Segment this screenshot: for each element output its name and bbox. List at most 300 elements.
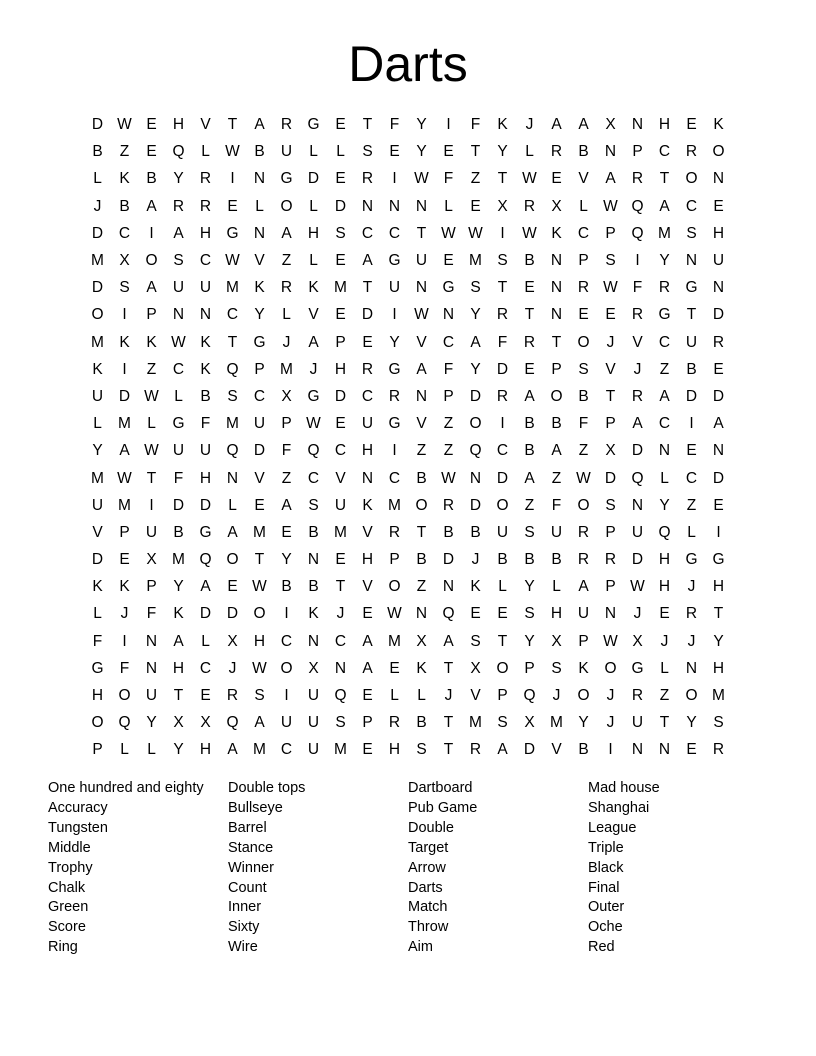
grid-letter: D (307, 170, 320, 188)
grid-row (84, 655, 732, 682)
grid-row (84, 492, 732, 519)
grid-letter: L (174, 387, 183, 405)
grid-row (84, 138, 732, 165)
grid-letter: D (712, 469, 725, 487)
grid-letter: P (551, 360, 562, 378)
grid-letter: G (307, 387, 320, 405)
grid-letter: X (605, 442, 616, 460)
grid-letter: X (605, 116, 616, 134)
grid-letter: L (255, 197, 264, 215)
grid-letter: K (470, 578, 481, 596)
grid-letter: I (608, 741, 613, 759)
word-list-column (228, 779, 408, 958)
grid-letter: E (227, 578, 238, 596)
grid-letter: L (660, 469, 669, 487)
grid-letter: K (119, 333, 130, 351)
grid-letter: Y (713, 632, 724, 650)
grid-letter: T (443, 659, 454, 677)
word-list-column (408, 779, 588, 958)
grid-letter: P (632, 143, 643, 161)
grid-letter: E (362, 605, 373, 623)
grid-letter: H (199, 741, 212, 759)
grid-letter: L (120, 741, 129, 759)
grid-letter: R (442, 496, 455, 514)
word-list-item: Ring (48, 939, 78, 956)
grid-letter: F (470, 116, 481, 134)
grid-letter: K (551, 224, 562, 242)
grid-letter: P (524, 659, 535, 677)
grid-letter: B (416, 551, 427, 569)
grid-letter: D (712, 387, 725, 405)
grid-letter: W (225, 252, 240, 270)
grid-letter: D (226, 605, 239, 623)
grid-letter: U (361, 415, 374, 433)
grid-letter: Z (416, 442, 427, 460)
grid-letter: E (335, 551, 346, 569)
grid-letter: R (361, 360, 374, 378)
grid-letter: N (415, 387, 428, 405)
grid-letter: A (578, 578, 589, 596)
grid-letter: N (604, 143, 617, 161)
grid-letter: K (119, 170, 130, 188)
grid-letter: Y (470, 360, 481, 378)
grid-letter: A (578, 116, 589, 134)
grid-letter: R (631, 306, 644, 324)
grid-letter: V (362, 523, 373, 541)
grid-letter: A (659, 197, 670, 215)
grid-letter: O (280, 197, 293, 215)
word-list-item: Black (588, 859, 624, 876)
word-list-item: Bullseye (228, 799, 283, 816)
grid-letter: K (416, 659, 427, 677)
word-list-item: Chalk (48, 879, 86, 896)
grid-letter: X (632, 632, 643, 650)
grid-letter: G (307, 116, 320, 134)
grid-letter: Q (172, 143, 185, 161)
grid-letter: E (362, 687, 373, 705)
grid-letter: P (146, 306, 157, 324)
grid-letter: T (416, 224, 427, 242)
grid-letter: T (335, 578, 346, 596)
grid-letter: Y (416, 143, 427, 161)
grid-letter: N (712, 279, 725, 297)
grid-letter: B (173, 523, 184, 541)
grid-letter: U (631, 714, 644, 732)
grid-letter: N (631, 496, 644, 514)
grid-letter: P (119, 523, 130, 541)
grid-letter: Y (146, 714, 157, 732)
grid-letter: L (93, 415, 102, 433)
grid-letter: K (308, 279, 319, 297)
grid-letter: A (659, 387, 670, 405)
grid-letter: E (362, 741, 373, 759)
grid-row (84, 193, 732, 220)
grid-letter: O (496, 659, 509, 677)
word-list-item: Arrow (408, 859, 446, 876)
grid-letter: G (658, 306, 671, 324)
grid-letter: Q (442, 605, 455, 623)
grid-row (84, 628, 732, 655)
grid-letter: Z (119, 143, 130, 161)
grid-letter: G (91, 659, 104, 677)
grid-letter: H (658, 578, 671, 596)
grid-letter: U (496, 523, 509, 541)
grid-letter: E (443, 143, 454, 161)
grid-letter: E (497, 605, 508, 623)
grid-letter: B (254, 143, 265, 161)
grid-letter: C (442, 333, 455, 351)
grid-letter: Z (416, 578, 427, 596)
grid-letter: B (443, 523, 454, 541)
grid-letter: V (254, 252, 265, 270)
grid-letter: J (606, 687, 615, 705)
grid-letter: Q (199, 551, 212, 569)
grid-letter: P (389, 551, 400, 569)
grid-letter: M (253, 523, 266, 541)
grid-letter: U (280, 143, 293, 161)
grid-letter: H (658, 116, 671, 134)
grid-letter: M (712, 687, 725, 705)
grid-letter: U (91, 387, 104, 405)
grid-letter: R (685, 605, 698, 623)
grid-letter: A (524, 469, 535, 487)
grid-letter: N (253, 170, 266, 188)
grid-letter: F (92, 632, 103, 650)
grid-letter: K (308, 605, 319, 623)
grid-letter: M (91, 469, 104, 487)
grid-letter: P (92, 741, 103, 759)
grid-letter: T (443, 741, 454, 759)
grid-letter: U (91, 496, 104, 514)
grid-letter: U (199, 279, 212, 297)
grid-letter: E (578, 306, 589, 324)
grid-letter: H (550, 605, 563, 623)
grid-letter: S (119, 279, 130, 297)
grid-letter: C (307, 469, 320, 487)
grid-letter: A (146, 279, 157, 297)
grid-letter: U (172, 442, 185, 460)
grid-letter: E (200, 687, 211, 705)
grid-letter: H (361, 551, 374, 569)
grid-letter: J (471, 551, 480, 569)
grid-letter: S (362, 143, 373, 161)
grid-letter: W (522, 170, 537, 188)
grid-letter: W (117, 116, 132, 134)
grid-letter: D (712, 306, 725, 324)
grid-letter: N (334, 659, 347, 677)
grid-letter: M (658, 224, 671, 242)
word-list-item: Aim (408, 939, 433, 956)
grid-letter: A (713, 415, 724, 433)
grid-letter: A (362, 632, 373, 650)
grid-letter: Z (524, 496, 535, 514)
grid-letter: D (91, 224, 104, 242)
grid-letter: L (336, 143, 345, 161)
grid-letter: O (280, 659, 293, 677)
grid-letter: I (500, 224, 505, 242)
word-list-item: Double (408, 819, 454, 836)
grid-letter: K (92, 360, 103, 378)
grid-letter: K (92, 578, 103, 596)
grid-letter: B (686, 360, 697, 378)
grid-letter: L (309, 143, 318, 161)
grid-letter: F (632, 279, 643, 297)
grid-row (84, 464, 732, 491)
grid-letter: S (605, 496, 616, 514)
grid-letter: C (658, 143, 671, 161)
grid-letter: R (631, 687, 644, 705)
grid-letter: B (551, 551, 562, 569)
grid-row (84, 546, 732, 573)
grid-row (84, 736, 732, 763)
grid-letter: L (147, 741, 156, 759)
grid-letter: Q (334, 687, 347, 705)
word-list-item: Stance (228, 839, 274, 856)
grid-letter: Z (146, 360, 157, 378)
word-list-column (48, 779, 228, 958)
word-list-item: Accuracy (48, 799, 108, 816)
grid-letter: J (336, 605, 345, 623)
grid-letter: R (577, 551, 590, 569)
grid-letter: X (227, 632, 238, 650)
grid-letter: B (524, 415, 535, 433)
grid-letter: N (712, 170, 725, 188)
grid-letter: G (280, 170, 293, 188)
grid-letter: Q (226, 360, 239, 378)
grid-letter: V (578, 170, 589, 188)
grid-letter: N (253, 224, 266, 242)
grid-letter: N (604, 605, 617, 623)
grid-letter: N (361, 469, 374, 487)
grid-letter: Z (281, 252, 292, 270)
grid-letter: E (470, 197, 481, 215)
word-list (48, 779, 768, 958)
grid-letter: N (145, 632, 158, 650)
grid-row (84, 437, 732, 464)
grid-letter: G (685, 279, 698, 297)
word-list-item: Throw (408, 919, 449, 936)
grid-letter: T (497, 170, 508, 188)
grid-letter: Y (524, 632, 535, 650)
grid-letter: X (308, 659, 319, 677)
grid-letter: F (119, 659, 130, 677)
word-list-item: Darts (408, 879, 443, 896)
grid-letter: O (388, 578, 401, 596)
grid-letter: N (658, 741, 671, 759)
grid-letter: I (392, 170, 397, 188)
grid-letter: I (446, 116, 451, 134)
grid-letter: I (716, 523, 721, 541)
grid-letter: L (309, 197, 318, 215)
grid-letter: W (576, 469, 591, 487)
grid-letter: M (118, 415, 131, 433)
grid-letter: T (470, 143, 481, 161)
grid-letter: J (633, 360, 642, 378)
grid-letter: A (281, 224, 292, 242)
grid-letter: D (523, 741, 536, 759)
grid-letter: E (524, 360, 535, 378)
grid-letter: M (334, 279, 347, 297)
grid-letter: N (469, 469, 482, 487)
grid-letter: R (523, 333, 536, 351)
grid-letter: N (550, 252, 563, 270)
grid-letter: Y (254, 306, 265, 324)
grid-letter: W (387, 605, 402, 623)
grid-letter: N (172, 306, 185, 324)
word-list-item: Pub Game (408, 799, 478, 816)
grid-row (84, 410, 732, 437)
grid-letter: J (444, 687, 453, 705)
grid-letter: C (361, 224, 374, 242)
grid-letter: V (605, 360, 616, 378)
grid-letter: A (551, 116, 562, 134)
grid-letter: J (525, 116, 534, 134)
grid-letter: B (524, 442, 535, 460)
word-list-item: Tungsten (48, 819, 108, 836)
grid-letter: K (200, 360, 211, 378)
grid-letter: A (281, 496, 292, 514)
grid-letter: Q (631, 197, 644, 215)
grid-letter: B (551, 415, 562, 433)
grid-letter: X (200, 714, 211, 732)
grid-letter: G (199, 523, 212, 541)
grid-letter: Z (659, 360, 670, 378)
grid-letter: Y (659, 496, 670, 514)
word-list-item: Winner (228, 859, 274, 876)
word-list-item: Barrel (228, 819, 267, 836)
grid-letter: T (227, 116, 238, 134)
grid-letter: R (280, 116, 293, 134)
grid-letter: O (550, 387, 563, 405)
word-list-item: Oche (588, 919, 623, 936)
grid-letter: W (414, 170, 429, 188)
grid-letter: U (685, 333, 698, 351)
grid-letter: E (146, 116, 157, 134)
grid-letter: G (172, 415, 185, 433)
grid-letter: Q (469, 442, 482, 460)
grid-letter: X (470, 659, 481, 677)
grid-letter: J (552, 687, 561, 705)
grid-letter: R (631, 387, 644, 405)
grid-letter: V (308, 306, 319, 324)
grid-letter: K (146, 333, 157, 351)
grid-letter: L (282, 306, 291, 324)
grid-letter: M (118, 496, 131, 514)
grid-letter: J (309, 360, 318, 378)
grid-letter: O (118, 687, 131, 705)
grid-letter: K (173, 605, 184, 623)
grid-letter: M (226, 279, 239, 297)
grid-letter: W (630, 578, 645, 596)
grid-letter: Z (551, 469, 562, 487)
grid-letter: L (93, 605, 102, 623)
grid-letter: O (415, 496, 428, 514)
grid-letter: M (469, 252, 482, 270)
grid-letter: N (415, 197, 428, 215)
word-list-item: Green (48, 899, 89, 916)
grid-letter: H (199, 224, 212, 242)
grid-letter: H (712, 659, 725, 677)
grid-letter: H (91, 687, 104, 705)
grid-letter: D (685, 387, 698, 405)
grid-letter: T (227, 333, 238, 351)
grid-letter: L (147, 415, 156, 433)
grid-letter: C (280, 741, 293, 759)
grid-letter: E (659, 605, 670, 623)
grid-letter: B (578, 387, 589, 405)
grid-letter: W (252, 659, 267, 677)
grid-letter: W (468, 224, 483, 242)
grid-letter: E (335, 252, 346, 270)
grid-letter: P (578, 252, 589, 270)
grid-letter: L (525, 143, 534, 161)
grid-letter: J (606, 714, 615, 732)
grid-letter: E (335, 415, 346, 433)
grid-letter: N (631, 116, 644, 134)
grid-letter: S (578, 360, 589, 378)
grid-letter: I (392, 442, 397, 460)
grid-letter: J (687, 632, 696, 650)
grid-letter: C (199, 252, 212, 270)
grid-letter: O (253, 605, 266, 623)
grid-letter: C (361, 387, 374, 405)
grid-letter: A (632, 415, 643, 433)
grid-letter: V (551, 741, 562, 759)
grid-letter: U (145, 687, 158, 705)
grid-letter: L (552, 578, 561, 596)
grid-letter: P (362, 714, 373, 732)
grid-letter: S (497, 252, 508, 270)
grid-letter: S (335, 714, 346, 732)
grid-letter: Y (389, 333, 400, 351)
grid-letter: O (91, 306, 104, 324)
grid-letter: E (362, 333, 373, 351)
word-list-item: Wire (228, 939, 258, 956)
grid-letter: V (200, 116, 211, 134)
grid-letter: G (226, 224, 239, 242)
grid-letter: Z (578, 442, 589, 460)
grid-letter: L (390, 687, 399, 705)
grid-letter: L (579, 197, 588, 215)
grid-letter: A (605, 170, 616, 188)
word-list-item: Double tops (228, 780, 306, 796)
grid-letter: W (171, 333, 186, 351)
grid-letter: V (416, 415, 427, 433)
grid-letter: T (497, 632, 508, 650)
grid-letter: B (146, 170, 157, 188)
word-list-item: Count (228, 879, 267, 896)
grid-letter: E (443, 252, 454, 270)
grid-letter: X (551, 632, 562, 650)
grid-letter: D (496, 469, 509, 487)
word-list-item: Trophy (48, 859, 93, 876)
grid-letter: N (442, 578, 455, 596)
grid-letter: R (388, 714, 401, 732)
grid-letter: G (631, 659, 644, 677)
word-list-item: Final (588, 879, 620, 896)
grid-letter: L (444, 197, 453, 215)
grid-letter: E (389, 659, 400, 677)
grid-row (84, 383, 732, 410)
grid-letter: D (91, 551, 104, 569)
grid-letter: B (524, 252, 535, 270)
grid-letter: A (173, 224, 184, 242)
grid-letter: F (389, 116, 400, 134)
grid-letter: M (388, 496, 401, 514)
grid-row (84, 111, 732, 138)
grid-letter: N (550, 279, 563, 297)
grid-letter: A (227, 741, 238, 759)
